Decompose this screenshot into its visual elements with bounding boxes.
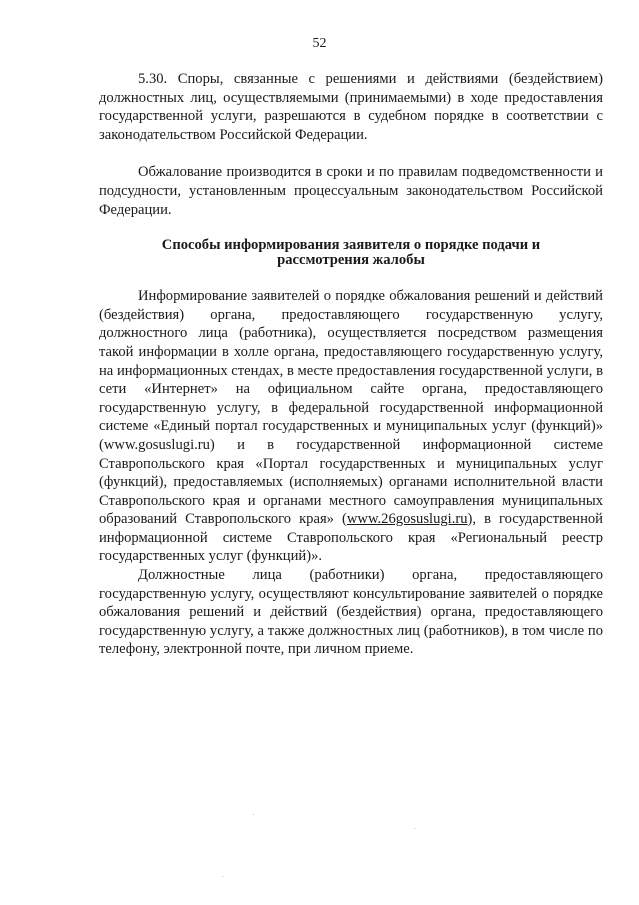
scan-speck — [222, 876, 223, 877]
scan-speck — [414, 828, 415, 829]
document-body — [99, 70, 603, 659]
paragraph-spacer — [99, 144, 603, 163]
section-heading: Способы информирования заявителя о порядке подачи и рассмотрения жалобы — [161, 237, 541, 269]
scan-speck — [253, 814, 254, 815]
page-number: 52 — [312, 36, 327, 51]
paragraph-spacer — [99, 268, 603, 287]
paragraph-5-30: 5.30. Споры, связанные с решениями и действиями (бездействием) должностных лиц, осуществляемыми (принимаемыми) в ходе предоставления государственной услуги, разрешаются в судебном порядке в соответствии с законодательством Российской Федерации. — [99, 71, 603, 143]
paragraph-informing — [99, 287, 603, 566]
informing-text-part2: ), в государственной информационной системе Ставропольского края «Региональный реестр государственных услуг (функций)». — [99, 511, 603, 565]
paragraph-spacer — [99, 219, 603, 238]
regional-portal-link[interactable]: www.26gosuslugi.ru — [346, 511, 468, 528]
paragraph-consulting: Должностные лица (работники) органа, предоставляющего государственную услугу, осуществляют консультирование заявителей о порядке обжалования решений и действий (бездействия) органа, предоставляющего государственную услугу, а также должностных лиц (работников), в том числе по телефону, электронной почте, при личном приеме. — [99, 567, 603, 658]
informing-text-part1: Информирование заявителей о порядке обжалования решений и действий (бездействия) органа, предоставляющего государственную услугу, должностного лица (работника), осуществляется посредством размещения такой информации в холле органа, предоставляющего государственную услугу, на информационных стендах, в месте предоставления государственной услуги, в сети «Интернет» на официальном сайте органа, предоставляющего государственную услугу, в федеральной государственной информационной системе «Единый портал государственных и муниципальных услуг (функций)» (www.gosuslugi.ru) и в государственной информационной системе Ставропольского края «Портал государственных и муниципальных услуг (функций), предоставляемых (исполняемых) органами исполнительной власти Ставропольского края и органами местного самоуправления муниципальных образований Ставропольского края» ( — [99, 288, 603, 528]
paragraph-appeal-terms: Обжалование производится в сроки и по правилам подведомственности и подсудности, установленным процессуальным законодательством Российской Федерации. — [99, 164, 603, 218]
